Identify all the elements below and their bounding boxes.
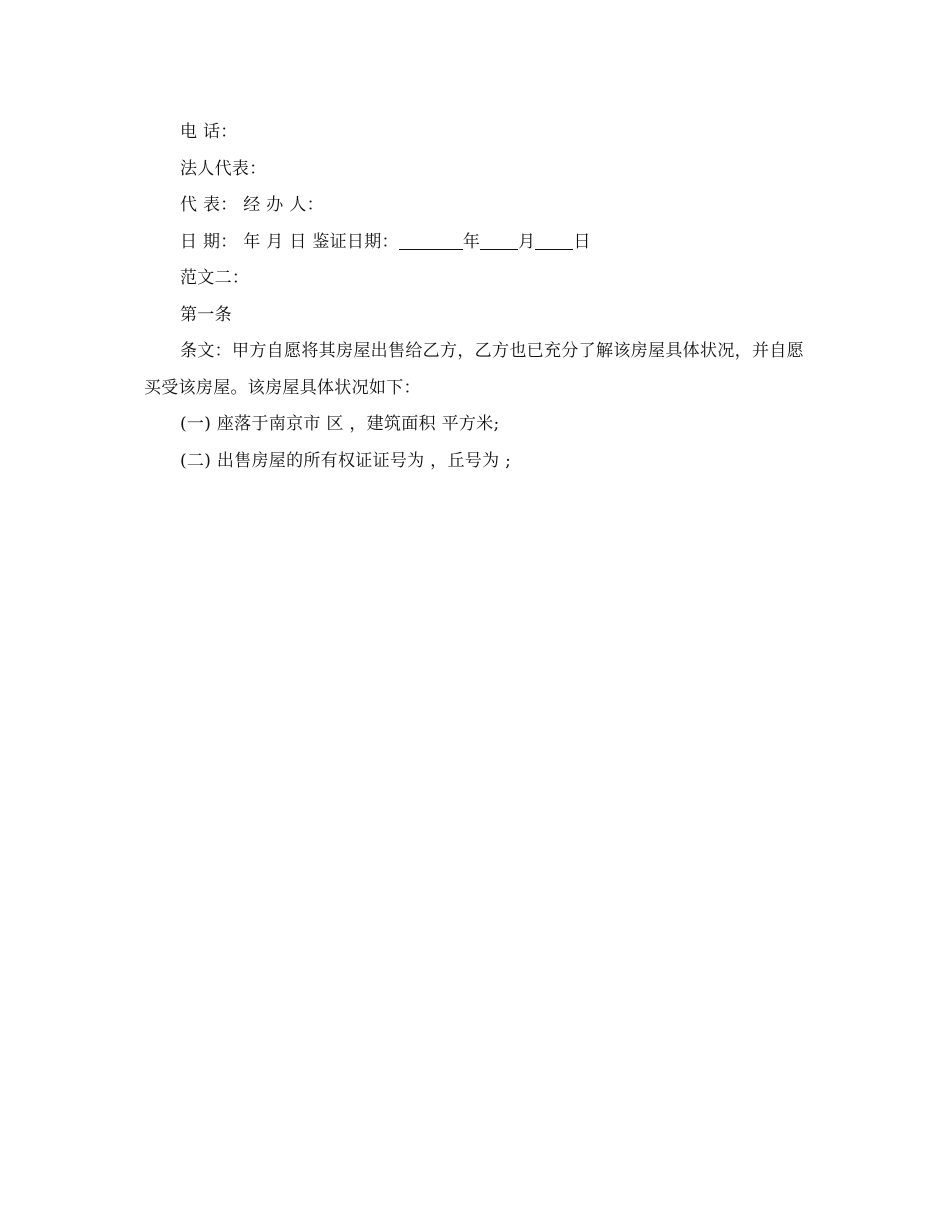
month-label: 月 xyxy=(518,231,536,252)
representative-agent-line: 代 表： 经 办 人： xyxy=(180,195,324,215)
date-verification-line xyxy=(144,224,804,261)
article-one-heading: 第一条 xyxy=(180,304,232,325)
day-blank xyxy=(535,231,573,250)
month-blank xyxy=(480,231,518,250)
item-one-line: (一) 座落于南京市 区 ，建筑面积 平方米; xyxy=(180,414,500,434)
date-prefix: 日 期： 年 月 日 鉴证日期： xyxy=(180,231,399,252)
document-body xyxy=(144,114,804,479)
legal-representative-line: 法人代表： xyxy=(180,158,267,179)
item-two-line: (二) 出售房屋的所有权证证号为 ，丘号为 ; xyxy=(180,450,512,471)
phone-line: 电 话： xyxy=(180,122,238,142)
year-label: 年 xyxy=(462,231,481,252)
day-label: 日 xyxy=(573,231,591,252)
year-blank xyxy=(399,231,463,250)
sample-two-heading: 范文二： xyxy=(180,268,250,288)
clause-paragraph: 条文：甲方自愿将其房屋出售给乙方，乙方也已充分了解该房屋具体状况，并自愿买受该房屋。该房屋具体状况如下： xyxy=(144,341,804,398)
